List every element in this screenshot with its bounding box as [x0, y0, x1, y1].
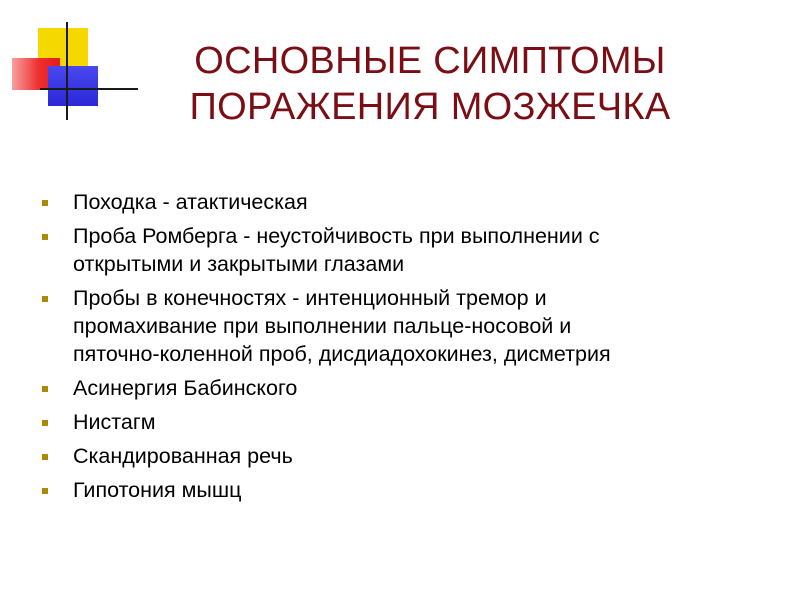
list-item-line: пяточно-коленной проб, дисдиадохокинез, дисметрия: [73, 342, 611, 366]
vertical-line: [66, 22, 68, 120]
list-item: [40, 476, 760, 504]
list-item-text: [73, 476, 760, 504]
square-bullet-icon: [42, 420, 48, 426]
blue-square: [48, 66, 98, 106]
slide-title: [110, 38, 750, 130]
list-item: [40, 408, 760, 436]
list-item: [40, 374, 760, 402]
list-item-text: [73, 442, 760, 470]
square-bullet-icon: [42, 200, 48, 206]
list-item: [40, 442, 760, 470]
square-bullet-icon: [42, 488, 48, 494]
list-item-line: Походка - атактическая: [73, 190, 308, 214]
symptom-list: [40, 188, 760, 510]
list-item-line: Проба Ромберга - неустойчивость при выполнении с: [73, 224, 600, 248]
list-item-text: [73, 284, 760, 368]
list-item-line: Пробы в конечностях - интенционный тремор и: [73, 286, 547, 310]
list-item-line: Гипотония мышц: [73, 478, 242, 502]
list-item-text: [73, 408, 760, 436]
list-item-text: [73, 374, 760, 402]
square-bullet-icon: [42, 386, 48, 392]
square-bullet-icon: [42, 234, 48, 240]
title-line-2: ПОРАЖЕНИЯ МОЗЖЕЧКА: [189, 86, 671, 128]
list-item-text: [73, 188, 760, 216]
list-item: [40, 222, 760, 278]
list-item-line: промахивание при выполнении пальце-носовой и: [73, 314, 572, 338]
corner-squares-icon: [0, 0, 120, 130]
title-line-1: ОСНОВНЫЕ СИМПТОМЫ: [194, 40, 666, 82]
list-item-line: Скандированная речь: [73, 444, 293, 468]
square-bullet-icon: [42, 454, 48, 460]
list-item-line: открытыми и закрытыми глазами: [73, 252, 405, 276]
list-item-line: Нистагм: [73, 410, 156, 434]
list-item-line: Асинергия Бабинского: [73, 376, 298, 400]
list-item: [40, 188, 760, 216]
list-item-text: [73, 222, 760, 278]
list-item: [40, 284, 760, 368]
square-bullet-icon: [42, 296, 48, 302]
